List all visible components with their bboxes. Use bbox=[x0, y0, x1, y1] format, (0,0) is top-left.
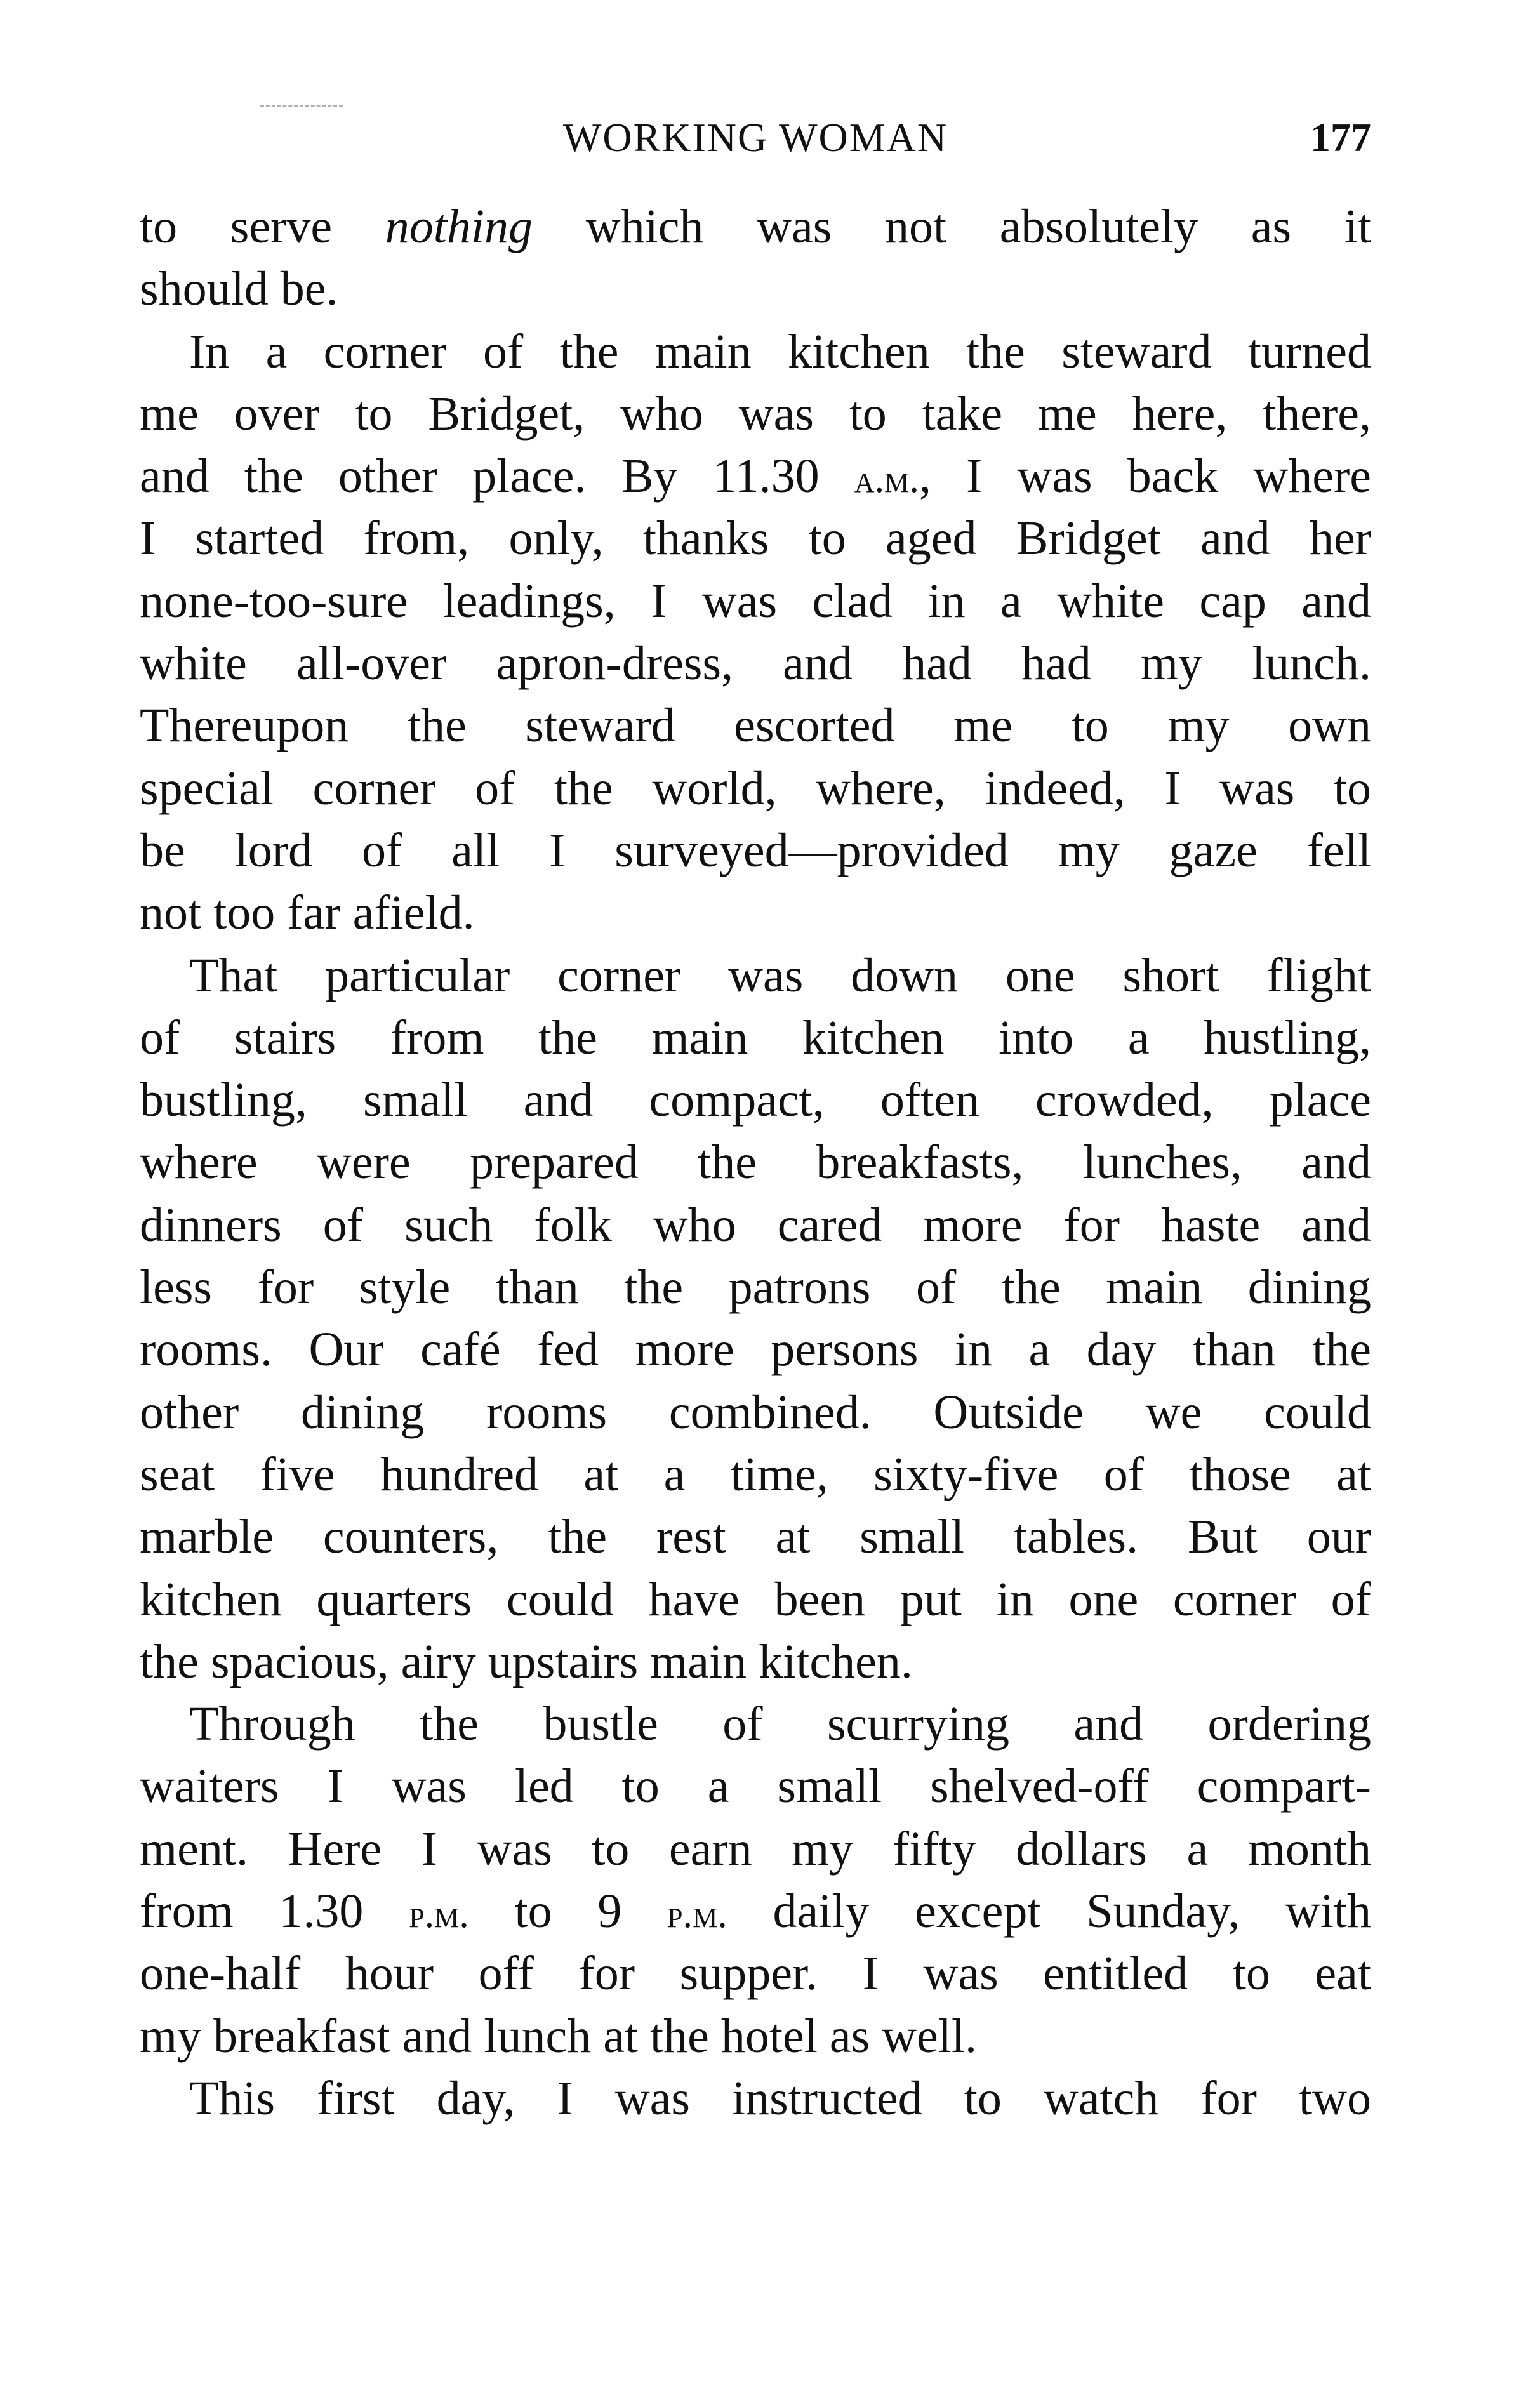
text-line: Through the bustle of scurrying and ordering bbox=[189, 1697, 1371, 1751]
text-line: my breakfast and lunch at the hotel as well. bbox=[140, 2009, 978, 2063]
body-text bbox=[140, 195, 1371, 2130]
text-line: none-too-sure leadings, I was clad in a white cap and bbox=[140, 574, 1371, 628]
text-line: seat five hundred at a time, sixty-five of those at bbox=[140, 1447, 1371, 1501]
text-line: That particular corner was down one short flight bbox=[189, 948, 1371, 1002]
text-line: should be. bbox=[140, 262, 338, 316]
running-head bbox=[140, 109, 1371, 166]
text-line: I started from, only, thanks to aged Bridget and her bbox=[140, 512, 1371, 566]
text-line: bustling, small and compact, often crowded, place bbox=[140, 1073, 1371, 1127]
text-line: from 1.30 p.m. to 9 p.m. daily except Sunday, with bbox=[140, 1885, 1371, 1938]
text-line: rooms. Our café fed more persons in a day than the bbox=[140, 1323, 1371, 1377]
text-line: be lord of all I surveyed—provided my gaze fell bbox=[140, 823, 1371, 877]
text-line: white all-over apron-dress, and had had my lunch. bbox=[140, 637, 1371, 691]
text-line: other dining rooms combined. Outside we could bbox=[140, 1385, 1371, 1439]
text-line: dinners of such folk who cared more for haste and bbox=[140, 1198, 1371, 1252]
text-line: kitchen quarters could have been put in one corner of bbox=[140, 1572, 1371, 1626]
text-line: This first day, I was instructed to watch for two bbox=[189, 2071, 1371, 2125]
text-line: and the other place. By 11.30 a.m., I was back where bbox=[140, 449, 1371, 503]
text-line: Thereupon the steward escorted me to my own bbox=[140, 699, 1371, 753]
text-line: one-half hour off for supper. I was entitled to eat bbox=[140, 1947, 1371, 2001]
text-line: ment. Here I was to earn my fifty dollars a month bbox=[140, 1822, 1371, 1876]
page-number: 177 bbox=[1310, 115, 1371, 160]
text-line: me over to Bridget, who was to take me here, there, bbox=[140, 387, 1371, 441]
text-line: of stairs from the main kitchen into a hustling, bbox=[140, 1010, 1371, 1064]
text-line: where were prepared the breakfasts, lunches, and bbox=[140, 1136, 1371, 1189]
text-line: to serve nothing which was not absolutely as it bbox=[140, 200, 1371, 253]
text-line: waiters I was led to a small shelved-off compart- bbox=[140, 1759, 1371, 1813]
running-title: WORKING WOMAN bbox=[562, 115, 948, 160]
text-line: special corner of the world, where, indeed, I was to bbox=[140, 761, 1371, 815]
text-line: In a corner of the main kitchen the steward turned bbox=[189, 324, 1371, 378]
text-line: not too far afield. bbox=[140, 886, 475, 940]
text-line: marble counters, the rest at small tables. But our bbox=[140, 1510, 1371, 1564]
text-line: the spacious, airy upstairs main kitchen. bbox=[140, 1634, 913, 1688]
text-line: less for style than the patrons of the main dining bbox=[140, 1261, 1371, 1315]
